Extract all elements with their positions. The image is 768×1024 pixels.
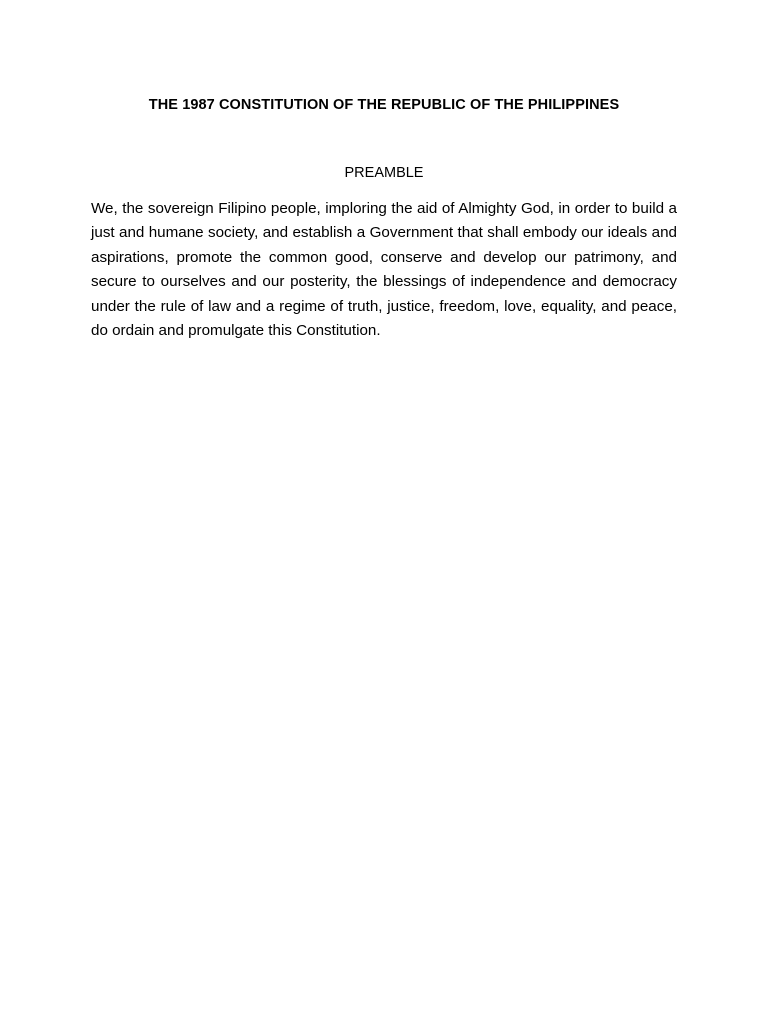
- section-heading-preamble: PREAMBLE: [344, 165, 424, 181]
- document-title: THE 1987 CONSTITUTION OF THE REPUBLIC OF THE PHILIPPINES: [148, 97, 620, 113]
- preamble-paragraph: We, the sovereign Filipino people, imploring the aid of Almighty God, in order to build a just and humane society, and establish a Government that shall embody our ideals and aspirations, promote the common good, conserve and develop our patrimony, and secure to ourselves and our posterity, the blessings of independence and democracy under the rule of law and a regime of truth, justice, freedom, love, equality, and peace, do ordain and promulgate this Constitution.: [91, 200, 677, 340]
